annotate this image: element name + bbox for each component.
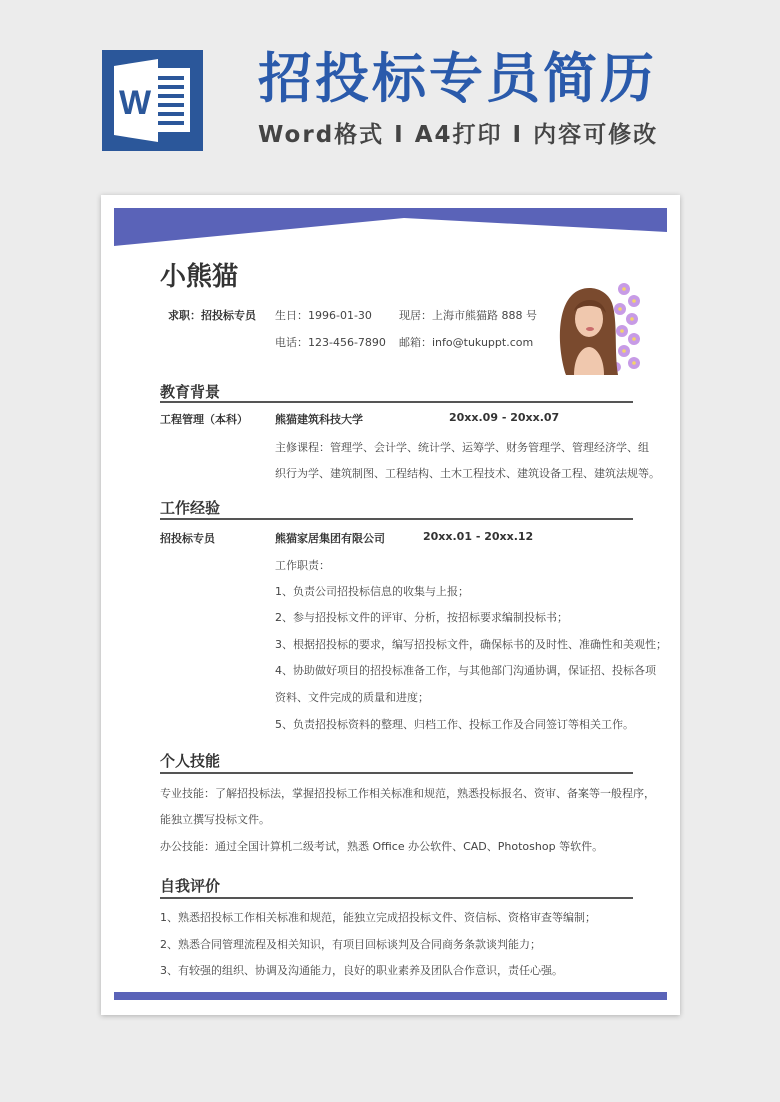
- job-objective: 求职：招投标专员: [168, 309, 256, 322]
- education-major: 工程管理（本科）: [160, 413, 248, 426]
- skills-line: 专业技能：了解招投标法，掌握招投标工作相关标准和规范，熟悉投标报名、资审、备案等一般程序，: [160, 787, 655, 800]
- education-school: 熊猫建筑科技大学: [275, 413, 363, 426]
- evaluation-line: 1、熟悉招投标工作相关标准和规范，能独立完成招投标文件、资信标、资格审查等编制；: [160, 911, 596, 924]
- evaluation-divider: [160, 897, 633, 899]
- education-courses-line: 织行为学、建筑制图、工程结构、土木工程技术、建筑设备工程、建筑法规等。: [275, 467, 660, 480]
- phone: 电话：123-456-7890: [275, 336, 386, 349]
- skills-divider: [160, 772, 633, 774]
- banner-title: 招投标专员简历: [258, 47, 657, 110]
- work-duty: 1、负责公司招投标信息的收集与上报；: [275, 585, 469, 598]
- education-divider: [160, 401, 633, 403]
- work-period: 20xx.01 - 20xx.12: [423, 530, 534, 543]
- bottom-decor-band: [114, 992, 667, 1000]
- birthdate: 生日：1996-01-30: [275, 309, 372, 322]
- address: 现居：上海市熊猫路 888 号: [399, 309, 537, 322]
- profile-photo: [544, 281, 642, 375]
- work-title: 工作经验: [160, 499, 221, 517]
- word-app-icon: [102, 50, 203, 151]
- work-duties-label: 工作职责：: [275, 559, 330, 572]
- top-decor-band: [114, 208, 667, 246]
- work-duty: 2、参与招投标文件的评审、分析，按招标要求编制投标书；: [275, 611, 568, 624]
- work-duty: 资料、文件完成的质量和进度；: [275, 691, 429, 704]
- work-position: 招投标专员: [160, 532, 215, 545]
- work-divider: [160, 518, 633, 520]
- work-duty: 5、负责招投标资料的整理、归档工作、投标工作及合同签订等相关工作。: [275, 718, 634, 731]
- skills-line: 能独立撰写投标文件。: [160, 813, 270, 826]
- work-duty: 4、协助做好项目的招投标准备工作，与其他部门沟通协调，保证招、投标各项: [275, 664, 656, 677]
- education-period: 20xx.09 - 20xx.07: [449, 411, 560, 424]
- evaluation-line: 3、有较强的组织、协调及沟通能力，良好的职业素养及团队合作意识，责任心强。: [160, 964, 563, 977]
- work-company: 熊猫家居集团有限公司: [275, 532, 385, 545]
- evaluation-title: 自我评价: [160, 877, 221, 895]
- evaluation-line: 2、熟悉合同管理流程及相关知识，有项目回标谈判及合同商务条款谈判能力；: [160, 938, 541, 951]
- candidate-name: 小熊猫: [160, 262, 239, 292]
- skills-title: 个人技能: [160, 752, 221, 770]
- education-courses-line: 主修课程：管理学、会计学、统计学、运筹学、财务管理学、管理经济学、组: [275, 441, 649, 454]
- work-duty: 3、根据招投标的要求，编写招投标文件，确保标书的及时性、准确性和美观性；: [275, 638, 667, 651]
- banner-subtitle: Word格式 I A4打印 I 内容可修改: [258, 122, 659, 148]
- email: 邮箱：info@tukuppt.com: [399, 336, 534, 349]
- education-title: 教育背景: [160, 383, 221, 401]
- resume-page: [101, 195, 680, 1015]
- word-icon-letter: W: [118, 84, 152, 122]
- skills-line: 办公技能：通过全国计算机二级考试，熟悉 Office 办公软件、CAD、Photoshop 等软件。: [160, 840, 604, 853]
